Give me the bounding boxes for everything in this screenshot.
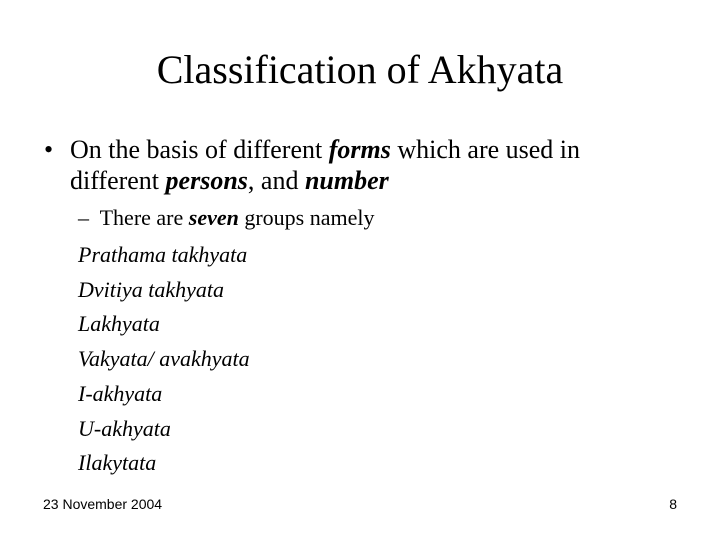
- footer-date: 23 November 2004: [43, 496, 163, 512]
- emphasis-number: number: [304, 166, 389, 195]
- bullet-text-part-3: , and: [247, 166, 305, 195]
- bullet-text-part-1: On the basis of different: [70, 135, 329, 164]
- sub-bullet-marker: –: [78, 205, 89, 230]
- group-item: Vakyata/ avakhyata: [78, 346, 250, 372]
- emphasis-seven: seven: [188, 205, 239, 230]
- bullet-text-part-2: which are used in different: [70, 135, 581, 195]
- sub-bullet-text-part-2: groups namely: [238, 205, 375, 230]
- bullet-marker: •: [44, 135, 54, 164]
- sub-bullet: [78, 204, 375, 232]
- group-item: Lakhyata: [78, 311, 160, 337]
- group-list: [78, 238, 250, 481]
- group-item: I-akhyata: [78, 380, 163, 406]
- page-number: 8: [669, 496, 677, 512]
- emphasis-forms: forms: [328, 135, 391, 164]
- group-item: U-akhyata: [78, 415, 171, 441]
- main-bullet: [44, 134, 664, 196]
- sub-bullet-text-part-1: There are: [99, 205, 189, 230]
- emphasis-persons: persons: [165, 166, 248, 195]
- group-item: Dvitiya takhyata: [78, 276, 225, 302]
- group-item: Ilakytata: [78, 450, 157, 476]
- bullet-text: [70, 134, 664, 196]
- slide-title: Classification of Akhyata: [156, 47, 564, 92]
- group-item: Prathama takhyata: [78, 242, 248, 267]
